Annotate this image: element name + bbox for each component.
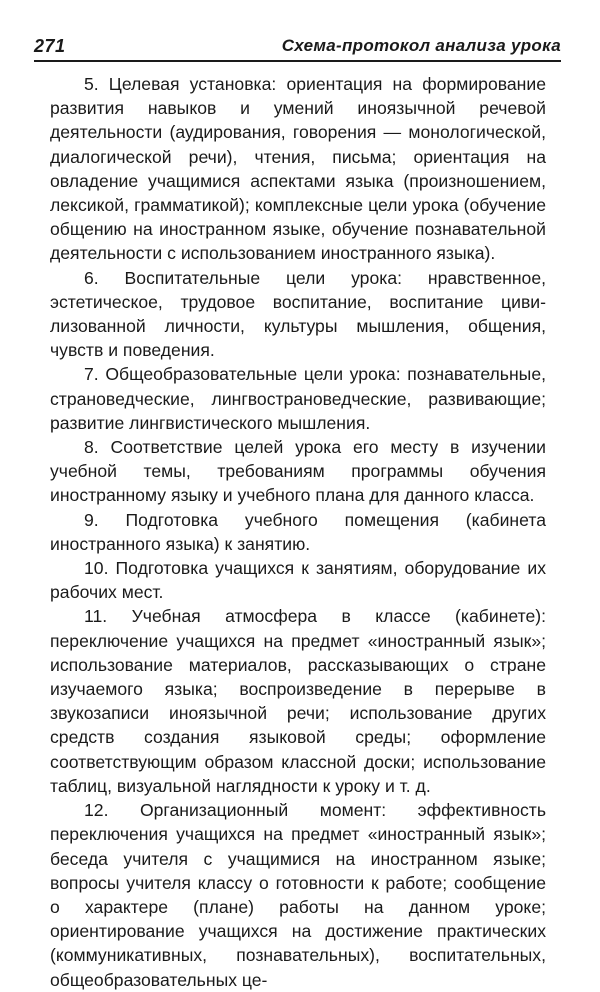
- page-header: [34, 36, 561, 58]
- paragraph-item-12: 12. Организационный момент: эффективность переключения учащихся на предмет «иностранный язык»; беседа учителя с учащимися на иностранном языке; вопросы учителя классу о готовности к работе; сообщение о характере (плане) работы на данном уроке; ориентирование учащихся на достижение практических (коммуникативных, познавательных), воспитательных, общеобразовательных це-: [50, 800, 546, 990]
- paragraph-item-10: 10. Подготовка учащихся к занятиям, оборудование их рабочих мест.: [50, 558, 546, 603]
- paragraph-item-11: 11. Учебная атмосфера в классе (кабинете): переключение учащихся на предмет «иностранный язык»; использование материалов, рассказывающих о стране изучаемого языка; воспроизведение в перерыве в звукозаписи иноязычной речи; использование других средств создания языковой среды; оформление соответствующим образом классной доски; использование таблиц, визуальной наглядности к уроку и т. д.: [50, 606, 546, 796]
- running-title: Схема-протокол анализа урока: [281, 36, 561, 55]
- body-text: [50, 72, 546, 992]
- page-number: 271: [34, 36, 66, 56]
- paragraph-item-9: 9. Подготовка учебного помещения (кабинета иностранного языка) к занятию.: [50, 509, 546, 554]
- paragraph-item-5: 5. Целевая установка: ориентация на формирование развития навыков и умений иноязычной речевой деятельности (аудирования, говорения — монологической, диалогической речи), чтения, письма; ориентация на овладение учащимися аспектами языка (произношением, лексикой, грамматикой); комплексные цели урока (обучение общению на иностранном языке, обучение познавательной деятельности с использованием иностранного языка).: [50, 74, 546, 264]
- header-rule: [34, 60, 561, 62]
- paragraph-item-7: 7. Общеобразовательные цели урока: познавательные, страноведческие, лингвострановедческие, развивающие; развитие лингвистического мышления.: [50, 364, 546, 433]
- paragraph-item-8: 8. Соответствие целей урока его месту в изучении учебной темы, требованиям программы обучения иностранному языку и учебного плана для данного класса.: [50, 437, 546, 506]
- paragraph-item-6: 6. Воспитательные цели урока: нравственное, эстетическое, трудовое воспитание, воспитание цивилизованной личности, культуры мышления, общения, чувств и поведения.: [50, 267, 546, 361]
